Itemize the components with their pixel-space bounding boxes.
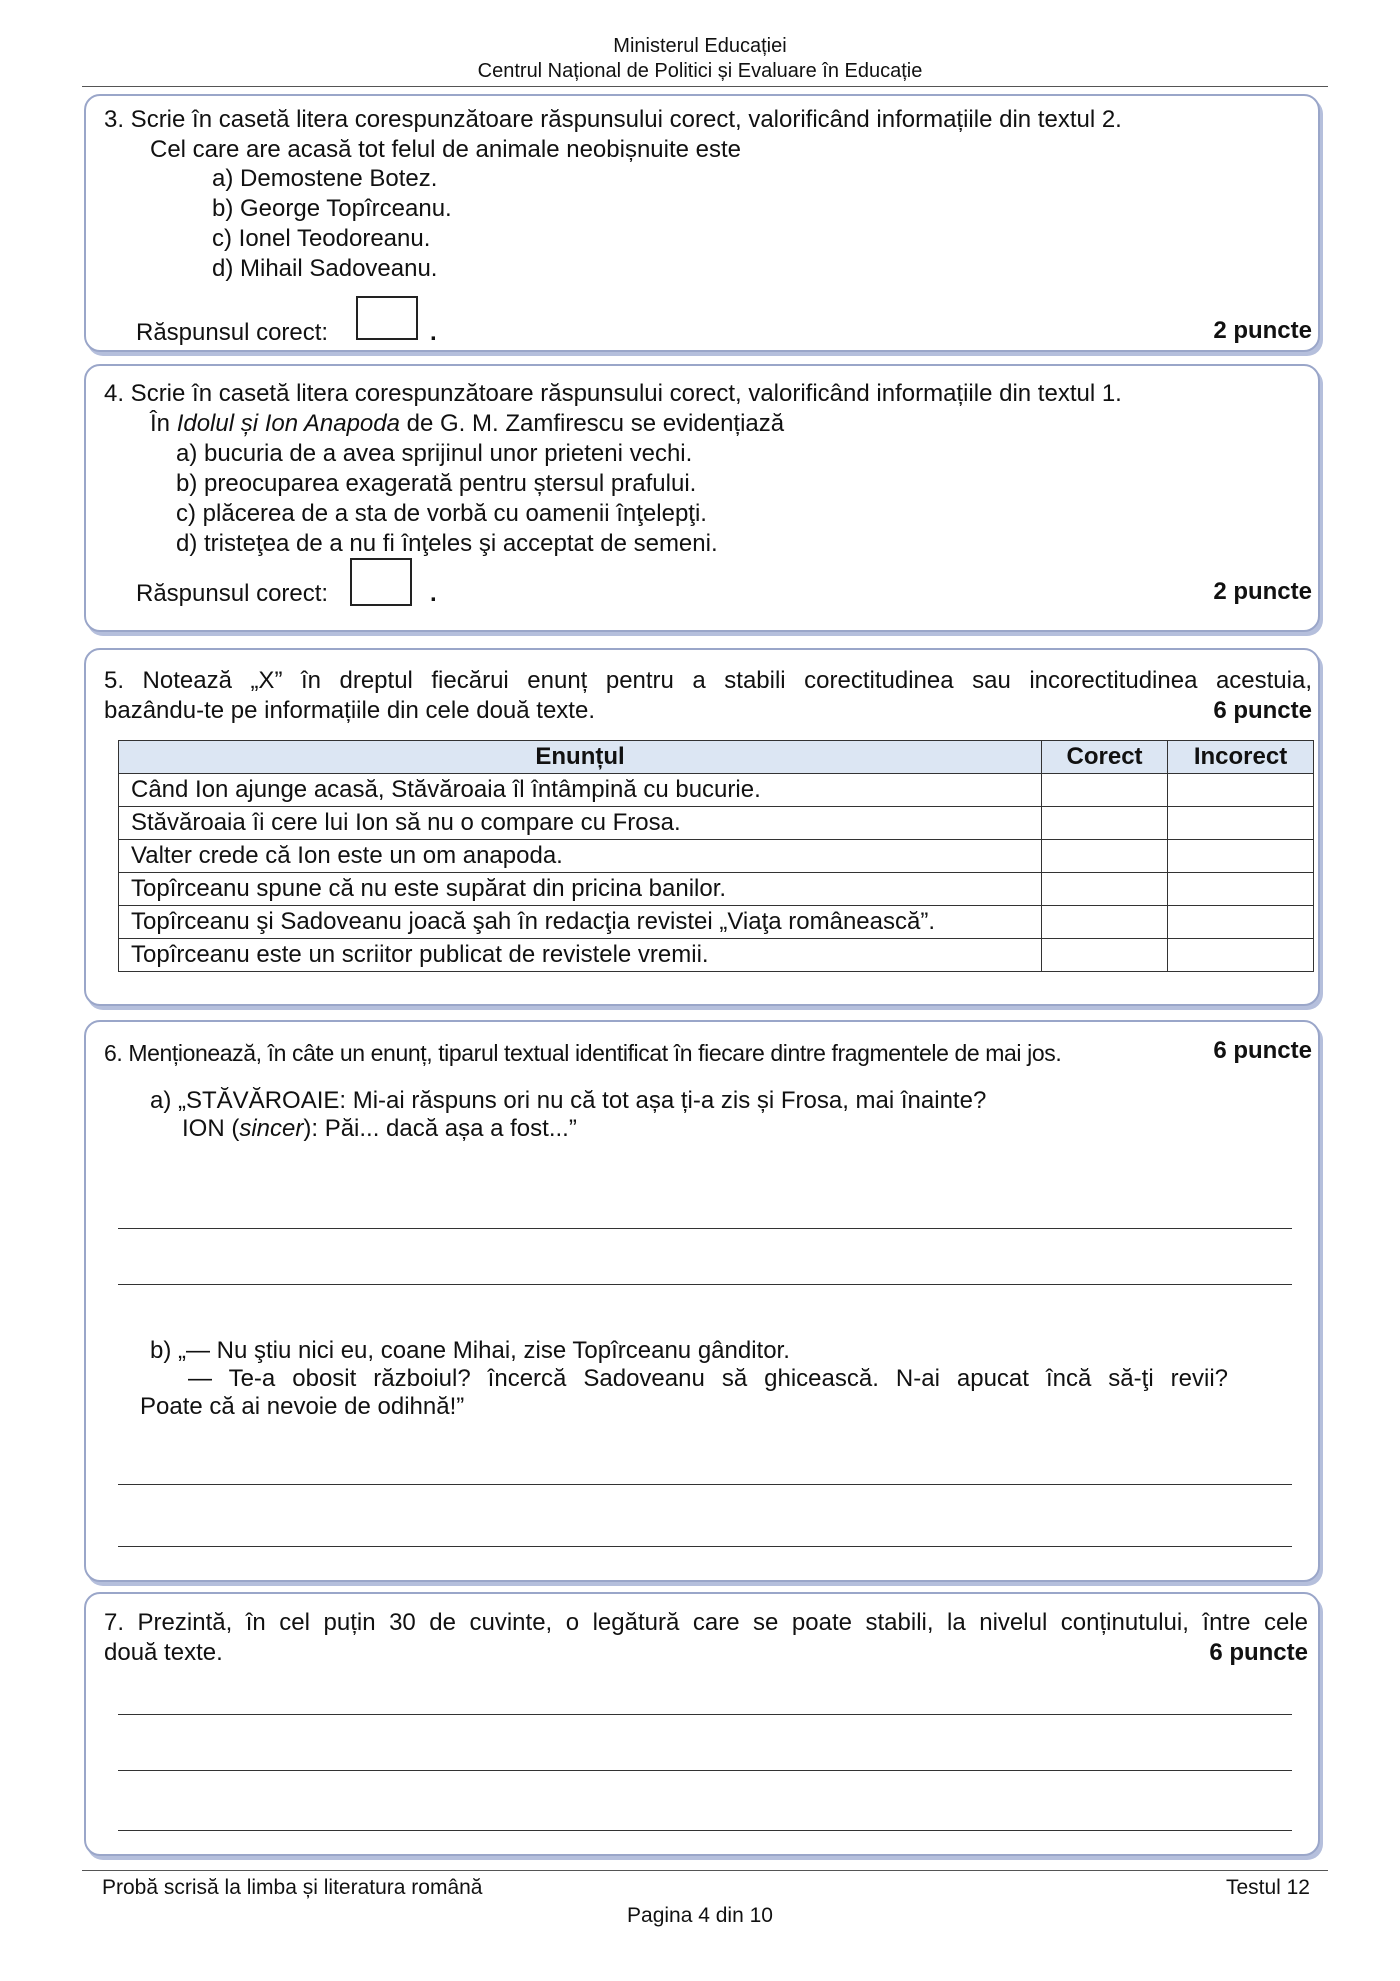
question-5-points: 6 puncte bbox=[1213, 697, 1312, 724]
question-3-option-d: d) Mihail Sadoveanu. bbox=[212, 255, 438, 282]
statement-cell: Stăvăroaia îi cere lui Ion să nu o compare cu Frosa. bbox=[119, 807, 1042, 840]
question-3-option-c: c) Ionel Teodoreanu. bbox=[212, 225, 431, 252]
question-3-option-a: a) Demostene Botez. bbox=[212, 165, 438, 192]
correct-cell[interactable] bbox=[1042, 873, 1168, 906]
question-5-prompt-line1: 5. Notează „X” în dreptul fiecărui enunț pentru a stabili corectitudinea sau incorectitudinea acestuia, bbox=[104, 667, 1312, 694]
header-center: Centrul Național de Politici și Evaluare în Educație bbox=[477, 60, 923, 82]
question-6-b-line2: — Te-a obosit războiul? încercă Sadoveanu să ghicească. N-ai apucat încă să-ţi revii? bbox=[188, 1365, 1228, 1392]
incorrect-cell[interactable] bbox=[1168, 906, 1314, 939]
header-divider bbox=[82, 86, 1328, 87]
question-6-a-line2-post: ): Păi... dacă așa a fost...” bbox=[303, 1115, 577, 1142]
correct-cell[interactable] bbox=[1042, 939, 1168, 972]
correct-cell[interactable] bbox=[1042, 840, 1168, 873]
correct-cell[interactable] bbox=[1042, 774, 1168, 807]
answer-line[interactable] bbox=[118, 1484, 1292, 1485]
question-3-answer-dot: . bbox=[430, 319, 437, 346]
answer-line[interactable] bbox=[118, 1830, 1292, 1831]
incorrect-cell[interactable] bbox=[1168, 840, 1314, 873]
footer-test: Testul 12 bbox=[1225, 1876, 1310, 1899]
question-6-b-line1: b) „— Nu ştiu nici eu, coane Mihai, zise Topîrceanu gânditor. bbox=[150, 1337, 790, 1364]
question-5-table bbox=[118, 740, 1314, 972]
table-row bbox=[119, 873, 1314, 906]
incorrect-cell[interactable] bbox=[1168, 807, 1314, 840]
question-4-answer-label: Răspunsul corect: bbox=[136, 580, 329, 607]
table-header-incorrect: Incorect bbox=[1168, 741, 1314, 774]
question-6-points: 6 puncte bbox=[1213, 1037, 1312, 1064]
answer-line[interactable] bbox=[118, 1770, 1292, 1771]
question-7-prompt-line2: două texte. bbox=[104, 1639, 223, 1666]
table-row bbox=[119, 906, 1314, 939]
question-6-a-line2-italic: sincer bbox=[239, 1115, 304, 1142]
question-3-prompt: 3. Scrie în casetă litera corespunzătoare răspunsului corect, valorificând informațiile din textul 2. bbox=[104, 106, 1122, 133]
statement-cell: Topîrceanu şi Sadoveanu joacă şah în redacţia revistei „Viaţa românească”. bbox=[119, 906, 1042, 939]
footer-divider bbox=[82, 1870, 1328, 1871]
question-4-stem-title: Idolul și Ion Anapoda bbox=[176, 410, 400, 437]
statement-cell: Când Ion ajunge acasă, Stăvăroaia îl întâmpină cu bucurie. bbox=[119, 774, 1042, 807]
question-5-prompt-line2: bazându-te pe informațiile din cele două texte. bbox=[104, 697, 595, 724]
question-4-option-d: d) tristeţea de a nu fi înţeles şi acceptat de semeni. bbox=[176, 530, 718, 557]
table-header-statement: Enunțul bbox=[119, 741, 1042, 774]
question-4-answer-dot: . bbox=[430, 580, 437, 607]
question-4-points: 2 puncte bbox=[1213, 578, 1312, 605]
question-4-option-a: a) bucuria de a avea sprijinul unor prieteni vechi. bbox=[176, 440, 693, 467]
question-6-a-line2 bbox=[182, 1114, 577, 1144]
table-row bbox=[119, 807, 1314, 840]
answer-line[interactable] bbox=[118, 1714, 1292, 1715]
question-7-points: 6 puncte bbox=[1209, 1639, 1308, 1666]
answer-line[interactable] bbox=[118, 1228, 1292, 1229]
table-row bbox=[119, 939, 1314, 972]
answer-line[interactable] bbox=[118, 1284, 1292, 1285]
statement-cell: Topîrceanu spune că nu este supărat din pricina banilor. bbox=[119, 873, 1042, 906]
question-3-stem: Cel care are acasă tot felul de animale neobișnuite este bbox=[150, 136, 742, 163]
incorrect-cell[interactable] bbox=[1168, 774, 1314, 807]
question-6-a-line2-pre: ION ( bbox=[182, 1115, 240, 1142]
correct-cell[interactable] bbox=[1042, 906, 1168, 939]
question-6-a-line1: a) „STĂVĂROAIE: Mi-ai răspuns ori nu că tot așa ți-a zis și Frosa, mai înainte? bbox=[150, 1087, 987, 1114]
correct-cell[interactable] bbox=[1042, 807, 1168, 840]
question-3-option-b: b) George Topîrceanu. bbox=[212, 195, 452, 222]
question-4-option-c: c) plăcerea de a sta de vorbă cu oamenii înţelepţi. bbox=[176, 500, 707, 527]
table-header-correct: Corect bbox=[1042, 741, 1168, 774]
page-header bbox=[0, 34, 1400, 84]
table-row bbox=[119, 840, 1314, 873]
question-4-stem-post: de G. M. Zamfirescu se evidențiază bbox=[399, 410, 785, 437]
answer-line[interactable] bbox=[118, 1546, 1292, 1547]
footer-subject: Probă scrisă la limba și literatura română bbox=[102, 1876, 483, 1899]
incorrect-cell[interactable] bbox=[1168, 873, 1314, 906]
question-4-stem bbox=[150, 409, 784, 439]
question-3-answer-label: Răspunsul corect: bbox=[136, 319, 329, 346]
statement-cell: Topîrceanu este un scriitor publicat de revistele vremii. bbox=[119, 939, 1042, 972]
question-7-prompt-line1: 7. Prezintă, în cel puțin 30 de cuvinte, o legătură care se poate stabili, la nivelul conținutului, între cele bbox=[104, 1609, 1308, 1636]
question-6-b-line3: Poate că ai nevoie de odihnă!” bbox=[140, 1393, 465, 1420]
header-ministry: Ministerul Educației bbox=[613, 35, 787, 57]
table-row bbox=[119, 774, 1314, 807]
question-4-prompt: 4. Scrie în casetă litera corespunzătoare răspunsului corect, valorificând informațiile din textul 1. bbox=[104, 380, 1122, 407]
question-6-prompt: 6. Menționează, în câte un enunț, tiparul textual identificat în fiecare dintre fragmentele de mai jos. bbox=[104, 1040, 1062, 1066]
question-4-answer-box[interactable] bbox=[350, 558, 412, 606]
question-4-option-b: b) preocuparea exagerată pentru ștersul prafului. bbox=[176, 470, 697, 497]
question-3-points: 2 puncte bbox=[1213, 317, 1312, 344]
question-4-stem-pre: În bbox=[150, 410, 177, 437]
incorrect-cell[interactable] bbox=[1168, 939, 1314, 972]
footer-page-number: Pagina 4 din 10 bbox=[627, 1904, 773, 1927]
statement-cell: Valter crede că Ion este un om anapoda. bbox=[119, 840, 1042, 873]
question-3-answer-box[interactable] bbox=[356, 296, 418, 340]
